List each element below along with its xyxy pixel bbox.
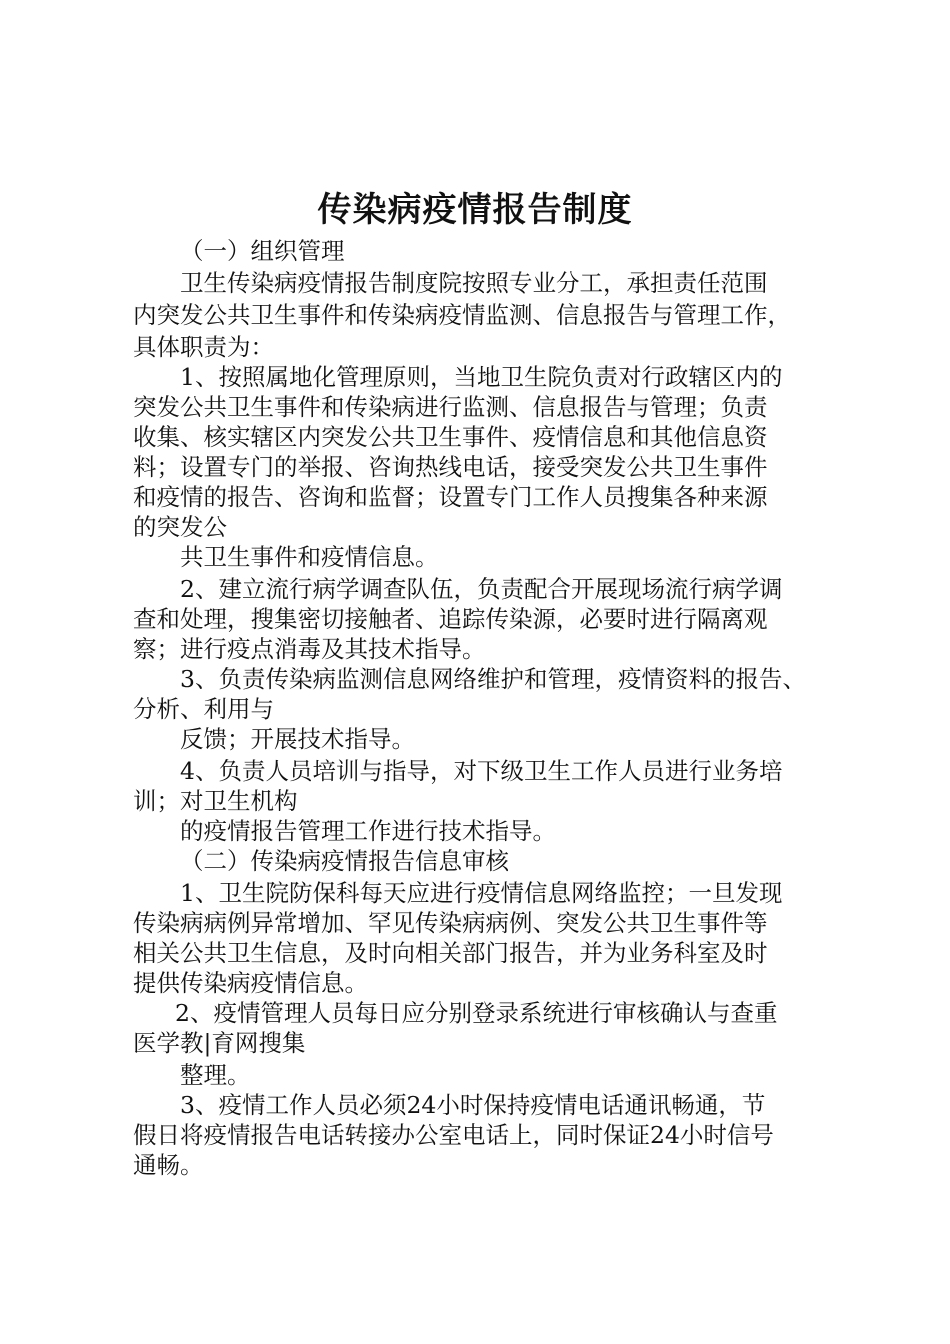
- document-title: 传染病疫情报告制度: [317, 190, 633, 230]
- paragraph-line: 和疫情的报告、咨询和监督；设置专门工作人员搜集各种来源: [133, 483, 768, 511]
- paragraph-line: 分析、利用与: [133, 695, 274, 723]
- paragraph-line: 2、建立流行病学调查队伍，负责配合开展现场流行病学调: [180, 575, 783, 603]
- paragraph-line: 3、疫情工作人员必须24小时保持疫情电话通讯畅通，节: [180, 1091, 766, 1119]
- paragraph-line: 2、疫情管理人员每日应分别登录系统进行审核确认与查重: [175, 999, 778, 1027]
- paragraph-line: 1、按照属地化管理原则，当地卫生院负责对行政辖区内的: [180, 363, 783, 391]
- section-heading-1: （一）组织管理: [180, 237, 345, 265]
- paragraph-line: 具体职责为：: [133, 333, 274, 361]
- paragraph-line: 相关公共卫生信息，及时向相关部门报告，并为业务科室及时: [133, 939, 768, 967]
- paragraph-line: 提供传染病疫情信息。: [133, 969, 368, 997]
- paragraph-line: 的疫情报告管理工作进行技术指导。: [180, 817, 556, 845]
- paragraph-line: 4、负责人员培训与指导，对下级卫生工作人员进行业务培: [180, 757, 783, 785]
- paragraph-line: 医学教|育网搜集: [133, 1029, 306, 1057]
- paragraph-line: 3、负责传染病监测信息网络维护和管理，疫情资料的报告、: [180, 665, 806, 693]
- paragraph-line: 通畅。: [133, 1151, 204, 1179]
- paragraph-line: 料；设置专门的举报、咨询热线电话，接受突发公共卫生事件: [133, 453, 768, 481]
- paragraph-line: 卫生传染病疫情报告制度院按照专业分工，承担责任范围: [180, 269, 768, 297]
- paragraph-line: 的突发公: [133, 513, 227, 541]
- paragraph-line: 共卫生事件和疫情信息。: [180, 543, 439, 571]
- paragraph-line: 反馈；开展技术指导。: [180, 725, 415, 753]
- section-heading-2: （二）传染病疫情报告信息审核: [180, 847, 509, 875]
- paragraph-line: 突发公共卫生事件和传染病进行监测、信息报告与管理；负责: [133, 393, 768, 421]
- paragraph-line: 1、卫生院防保科每天应进行疫情信息网络监控；一旦发现: [180, 879, 783, 907]
- paragraph-line: 传染病病例异常增加、罕见传染病病例、突发公共卫生事件等: [133, 909, 768, 937]
- paragraph-line: 收集、核实辖区内突发公共卫生事件、疫情信息和其他信息资: [133, 423, 768, 451]
- paragraph-line: 整理。: [180, 1061, 251, 1089]
- paragraph-line: 训；对卫生机构: [133, 787, 298, 815]
- paragraph-line: 查和处理，搜集密切接触者、追踪传染源，必要时进行隔离观: [133, 605, 768, 633]
- paragraph-line: 内突发公共卫生事件和传染病疫情监测、信息报告与管理工作，: [133, 301, 791, 329]
- paragraph-line: 假日将疫情报告电话转接办公室电话上，同时保证24小时信号: [133, 1121, 774, 1149]
- paragraph-line: 察；进行疫点消毒及其技术指导。: [133, 635, 486, 663]
